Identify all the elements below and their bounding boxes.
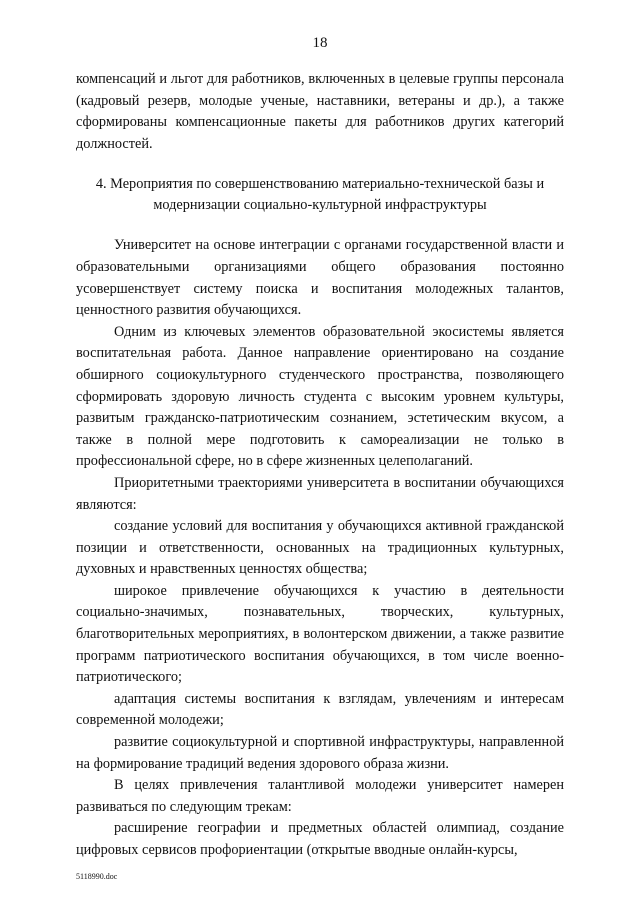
list-item: расширение географии и предметных областей олимпиад, создание цифровых сервисов профориентации (открытые вводные онлайн-курсы,: [76, 820, 564, 858]
list-item: адаптация системы воспитания к взглядам, увлечениям и интересам современной молодежи;: [76, 690, 564, 729]
list-item: создание условий для воспитания у обучающихся активной гражданской позиции и ответственности, основанных на традиционных культурных, духовных и нравственных ценностях общества;: [76, 518, 564, 578]
list-item: развитие социокультурной и спортивной инфраструктуры, направленной на формирование традиций ведения здорового образа жизни.: [76, 734, 564, 772]
paragraph: Университет на основе интеграции с органами государственной власти и образовательными организациями общего образования постоянно усовершенствует систему поиска и воспитания молодежных талантов, ценностного развития обучающихся.: [76, 237, 564, 319]
section-heading: 4. Мероприятия по совершенствованию материально-технической базы и модернизации социально-культурной инфраструктуры: [95, 176, 545, 214]
document-body: [76, 69, 564, 862]
paragraph: компенсаций и льгот для работников, включенных в целевые группы персонала (кадровый резерв, молодые ученые, наставники, ветераны и др.), а также сформированы компенсационные пакеты для работников других категорий должностей.: [76, 71, 564, 152]
paragraph: Приоритетными траекториями университета в воспитании обучающихся являются:: [76, 474, 564, 513]
paragraph: Одним из ключевых элементов образовательной экосистемы является воспитательная работа. Данное направление ориентировано на создание обширного социокультурного студенческого пространства, позволяющего сформировать здоровую личность студента с высоким уровнем культуры, развитым гражданско-патриотическим сознанием, эстетическим вкусом, а также в полной мере подготовить к самореализации не только в профессиональной сфере, но в сфере жизненных целеполаганий.: [76, 323, 564, 470]
list-item: широкое привлечение обучающихся к участию в деятельности социально-значимых, познавательных, творческих, культурных, благотворительных мероприятиях, в волонтерском движении, а также развитие программ патриотического воспитания обучающихся, в том числе военно-патриотического;: [76, 582, 564, 686]
paragraph: В целях привлечения талантливой молодежи университет намерен развиваться по следующим трекам:: [76, 777, 564, 815]
document-filename-footer: 5118990.doc: [76, 872, 118, 881]
page-number: 18: [312, 35, 328, 51]
